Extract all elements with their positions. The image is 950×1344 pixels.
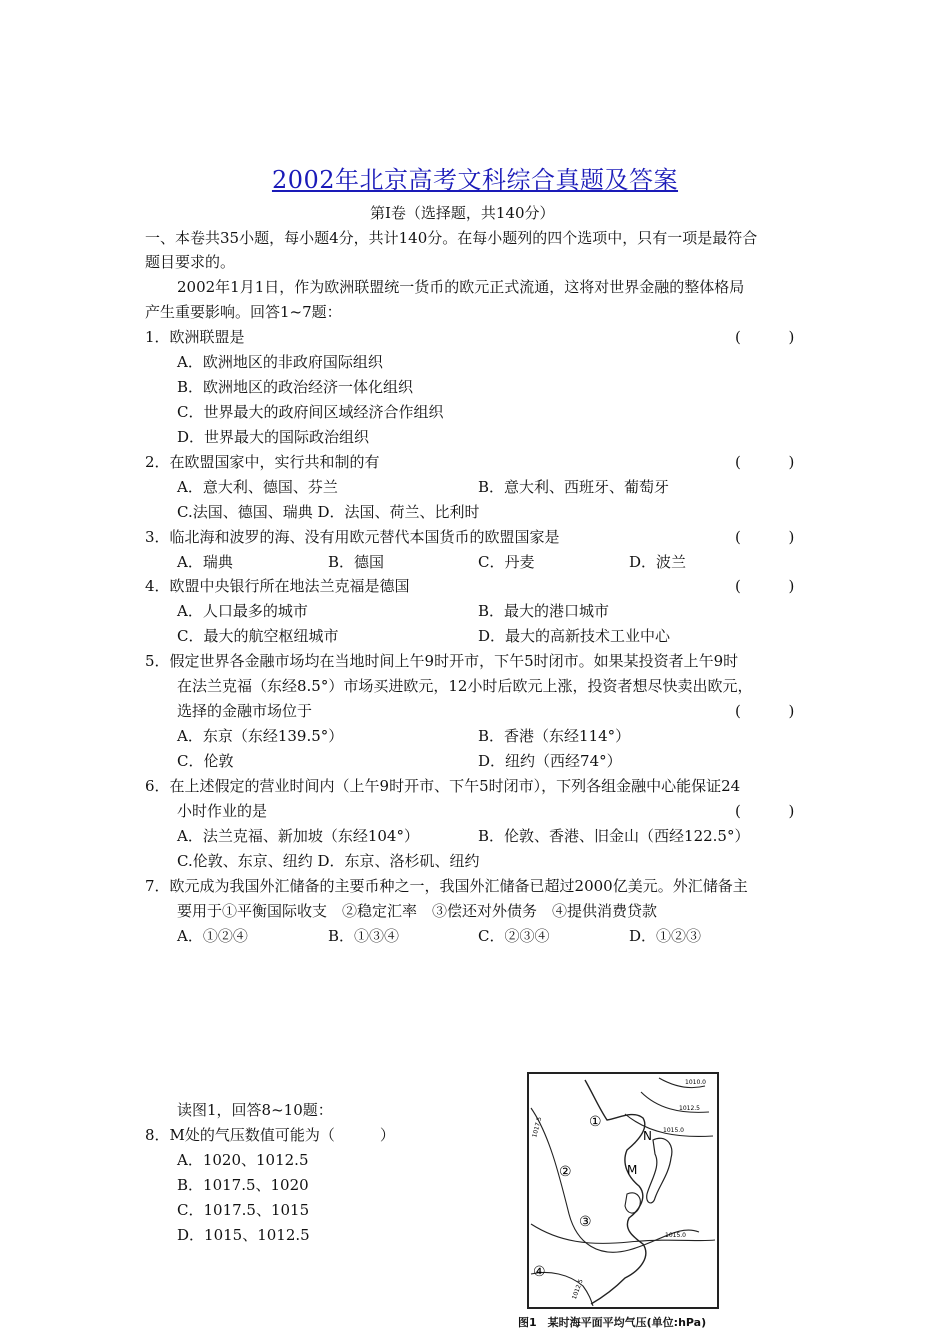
isobar-label-top-right: 1010.0 xyxy=(685,1079,706,1086)
q3-option-d: D．波兰 xyxy=(629,553,687,571)
q7-stem-line-2: 要用于①平衡国际收支 ②稳定汇率 ③偿还对外债务 ④提供消费贷款 xyxy=(177,902,658,920)
q8-option-c: C．1017.5、1015 xyxy=(177,1201,310,1219)
q6-answer-paren: ( ) xyxy=(735,802,795,820)
q1-option-c: C．世界最大的政府间区域经济合作组织 xyxy=(177,403,444,421)
q8-option-a: A．1020、1012.5 xyxy=(177,1151,309,1169)
q6-stem-line-2: 小时作业的是 xyxy=(177,802,268,820)
q6-stem-line-1: 6．在上述假定的营业时间内（上午9时开市、下午5时闭市），下列各组金融中心能保证24 xyxy=(145,777,741,795)
q8-option-b: B．1017.5、1020 xyxy=(177,1176,309,1194)
map-label-n: N xyxy=(643,1129,652,1143)
q6-option-cd: C.伦敦、东京、纽约 D．东京、洛杉矶、纽约 xyxy=(177,852,480,870)
q4-answer-paren: ( ) xyxy=(735,577,795,595)
instructions-line-2: 题目要求的。 xyxy=(145,253,236,271)
q5-stem-line-2: 在法兰克福（东经8.5°）市场买进欧元，12小时后欧元上涨，投资者想尽快卖出欧元， xyxy=(177,677,753,695)
passage-line-1: 2002年1月1日，作为欧洲联盟统一货币的欧元正式流通，这将对世界金融的整体格局 xyxy=(177,278,745,296)
q2-stem: 2．在欧盟国家中，实行共和制的有 xyxy=(145,453,380,471)
isobar-label-left: 1017.5 xyxy=(531,1116,544,1139)
q5-option-b: B．香港（东经114°） xyxy=(478,727,631,745)
q4-option-b: B．最大的港口城市 xyxy=(478,602,610,620)
q5-option-c: C．伦敦 xyxy=(177,752,234,770)
passage-line-2: 产生重要影响。回答1~7题： xyxy=(145,303,342,321)
map-label-region-4: ④ xyxy=(533,1264,546,1280)
q2-answer-paren: ( ) xyxy=(735,453,795,471)
peninsula-coast xyxy=(625,1193,640,1213)
q6-option-a: A．法兰克福、新加坡（东经104°） xyxy=(177,827,419,845)
q7-stem-line-1: 7．欧元成为我国外汇储备的主要币种之一，我国外汇储备已超过2000亿美元。外汇储备主 xyxy=(145,877,748,895)
map-label-region-2: ② xyxy=(559,1164,572,1180)
pressure-map xyxy=(527,1072,719,1309)
isobar-label-bottom-left: 1012.5 xyxy=(570,1278,585,1301)
q1-option-d: D．世界最大的国际政治组织 xyxy=(177,428,370,446)
q2-option-b: B．意大利、西班牙、葡萄牙 xyxy=(478,478,670,496)
q5-stem-line-3: 选择的金融市场位于 xyxy=(177,702,313,720)
isobar-1015-lower xyxy=(531,1224,715,1243)
page-title[interactable]: 2002年北京高考文科综合真题及答案 xyxy=(271,166,679,194)
map-caption: 图1 某时海平面平均气压(单位:hPa) xyxy=(518,1316,707,1329)
q2-option-a: A．意大利、德国、芬兰 xyxy=(177,478,338,496)
q1-answer-paren: ( ) xyxy=(735,328,795,346)
q5-answer-paren: ( ) xyxy=(735,702,795,720)
map-label-m: M xyxy=(627,1163,638,1177)
pressure-map-svg xyxy=(529,1074,717,1307)
q3-option-c: C．丹麦 xyxy=(478,553,535,571)
q5-option-d: D．纽约（西经74°） xyxy=(478,752,622,770)
q7-option-c: C．②③④ xyxy=(478,927,550,945)
q7-option-b: B．①③④ xyxy=(328,927,400,945)
q8-option-d: D．1015、1012.5 xyxy=(177,1226,310,1244)
map-label-region-1: ① xyxy=(589,1114,602,1130)
q7-option-a: A．①②④ xyxy=(177,927,248,945)
section-heading: 第Ⅰ卷（选择题，共140分） xyxy=(370,204,555,222)
isobar-label-mid-right: 1015.0 xyxy=(663,1127,684,1134)
q3-answer-paren: ( ) xyxy=(735,528,795,546)
island-coast xyxy=(647,1138,672,1203)
q5-option-a: A．东京（东经139.5°） xyxy=(177,727,344,745)
q5-stem-line-1: 5．假定世界各金融市场均在当地时间上午9时开市，下午5时闭市。如果某投资者上午9时 xyxy=(145,652,739,670)
map-label-region-3: ③ xyxy=(579,1214,592,1230)
instructions-line-1: 一、本卷共35小题，每小题4分，共计140分。在每小题列的四个选项中，只有一项是最符合 xyxy=(145,229,758,247)
q7-option-d: D．①②③ xyxy=(629,927,702,945)
q4-stem: 4．欧盟中央银行所在地法兰克福是德国 xyxy=(145,577,410,595)
q3-stem: 3．临北海和波罗的海、没有用欧元替代本国货币的欧盟国家是 xyxy=(145,528,560,546)
q1-stem: 1．欧洲联盟是 xyxy=(145,328,245,346)
read-figure-prompt: 读图1，回答8~10题： xyxy=(177,1101,333,1119)
q8-stem: 8．M处的气压数值可能为（ ） xyxy=(145,1126,395,1144)
q1-option-b: B．欧洲地区的政治经济一体化组织 xyxy=(177,378,414,396)
q4-option-c: C．最大的航空枢纽城市 xyxy=(177,627,339,645)
q4-option-a: A．人口最多的城市 xyxy=(177,602,308,620)
q4-option-d: D．最大的高新技术工业中心 xyxy=(478,627,671,645)
isobar-label-bottom: 1015.0 xyxy=(665,1232,686,1239)
q2-option-cd: C.法国、德国、瑞典 D．法国、荷兰、比利时 xyxy=(177,503,480,521)
q6-option-b: B．伦敦、香港、旧金山（西经122.5°） xyxy=(478,827,750,845)
q3-option-b: B．德国 xyxy=(328,553,385,571)
isobar-label-upper-right: 1012.5 xyxy=(679,1105,700,1112)
q3-option-a: A．瑞典 xyxy=(177,553,233,571)
q1-option-a: A．欧洲地区的非政府国际组织 xyxy=(177,353,383,371)
